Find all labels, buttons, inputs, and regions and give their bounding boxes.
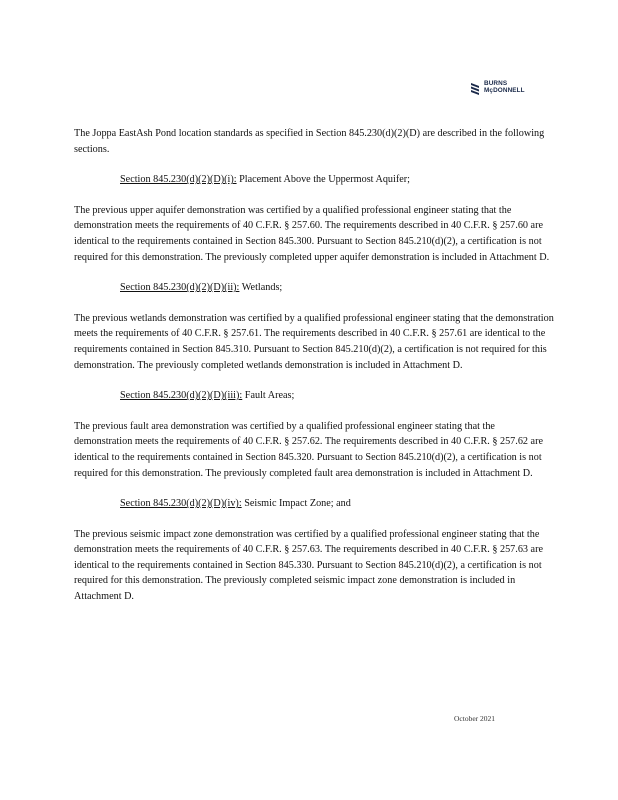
section-ref-ii: Section 845.230(d)(2)(D)(ii): — [120, 282, 240, 294]
section-body-iii: The previous fault area demonstration was certified by a qualified professional engineer stating that the demonstration meets the requirements of 40 C.F.R. § 257.62. The requirements described in 40 C.F.R. § 257.62 are identical to the requirements contained in Section 845.320. Pursuant to Section 845.210(d)(2), a certification is not required for this demonstration. The previously completed fault area demonstration is included in Attachment D. — [74, 420, 543, 479]
document-body — [74, 126, 554, 620]
section-heading-iv — [120, 496, 554, 512]
logo-text — [484, 81, 525, 95]
section-heading-iii — [120, 388, 554, 404]
section-title-i: Placement Above the Uppermost Aquifer; — [236, 174, 410, 186]
logo-mark-icon — [470, 81, 481, 95]
section-body-ii: The previous wetlands demonstration was certified by a qualified professional engineer stating that the demonstration meets the requirements of 40 C.F.R. § 257.61. The requirements described in 40 C.F.R. § 257.61 are identical to the requirements contained in Section 845.310. Pursuant to Section 845.210(d)(2), a certification is not required for this demonstration. The previously completed wetlands demonstration is included in Attachment D. — [74, 312, 554, 371]
section-title-iv: Seismic Impact Zone; and — [241, 498, 351, 510]
section-heading-i — [120, 172, 554, 188]
section-body-iv: The previous seismic impact zone demonstration was certified by a qualified professional engineer stating that the demonstration meets the requirements of 40 C.F.R. § 257.63. The requirements described in 40 C.F.R. § 257.63 are identical to the requirements contained in Section 845.330. Pursuant to Section 845.210(d)(2), a certification is not required for this demonstration. The previously completed seismic impact zone demonstration is included in Attachment D. — [74, 528, 543, 603]
company-logo — [470, 80, 525, 96]
footer-date: October 2021 — [454, 714, 496, 723]
logo-line-2: MçDONNELL — [484, 87, 525, 94]
section-body-i: The previous upper aquifer demonstration was certified by a qualified professional engineer stating that the demonstration meets the requirements of 40 C.F.R. § 257.60. The requirements described in 40 C.F.R. § 257.60 are identical to the requirements contained in Section 845.300. Pursuant to Section 845.210(d)(2), a certification is not required for this demonstration. The previously completed upper aquifer demonstration is included in Attachment D. — [74, 204, 550, 263]
section-title-iii: Fault Areas; — [242, 390, 295, 402]
section-ref-i: Section 845.230(d)(2)(D)(i): — [120, 174, 237, 186]
intro-paragraph: The Joppa EastAsh Pond location standards as specified in Section 845.230(d)(2)(D) are described in the following sections. — [74, 128, 545, 155]
logo-line-1: BURNS — [484, 80, 508, 88]
section-ref-iii: Section 845.230(d)(2)(D)(iii): — [120, 390, 243, 402]
section-ref-iv: Section 845.230(d)(2)(D)(iv): — [120, 498, 242, 510]
section-title-ii: Wetlands; — [239, 282, 283, 294]
section-heading-ii — [120, 280, 554, 296]
